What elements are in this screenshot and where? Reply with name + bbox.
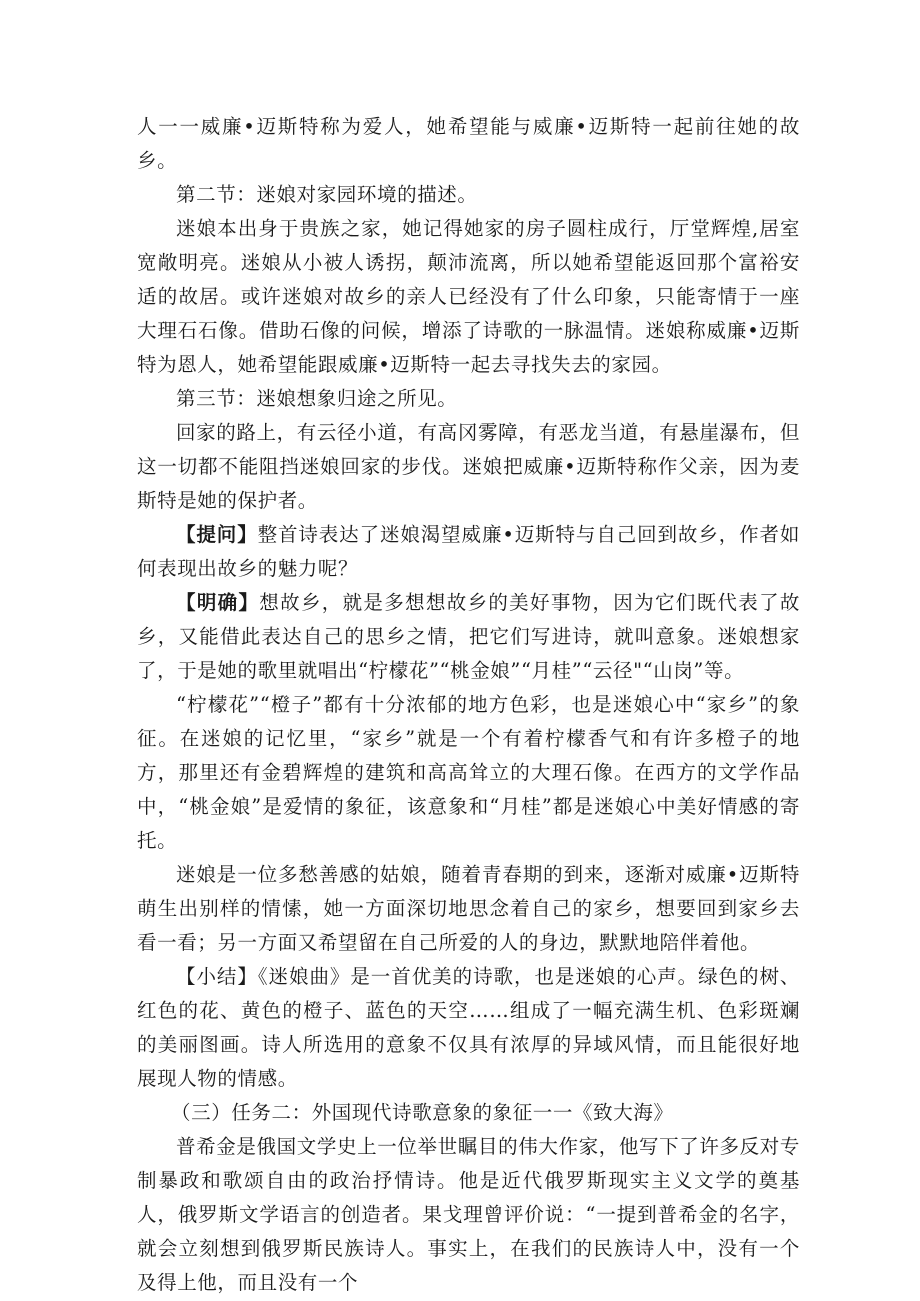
answer-text: 想故乡，就是多想想故乡的美好事物，因为它们既代表了故乡，又能借此表达自己的思乡之情，把它们写进诗，就叫意象。迷娘想家了，于是她的歌里就唱出“柠檬花”“桃金娘”“月桂”“云径"“山岗”等。 [137,591,800,682]
section-heading-2: 第二节：迷娘对家园环境的描述。 [176,183,478,206]
summary-tag: 【小结】 [176,965,258,988]
paragraph-continuation: 人一一威廉•迈斯特称为爱人，她希望能与威廉•迈斯特一起前往她的故乡。 [137,115,800,172]
paragraph-pushkin: 普希金是俄国文学史上一位举世瞩目的伟大作家，他写下了许多反对专制暴政和歌颂自由的政治抒情诗。他是近代俄罗斯现实主义文学的奠基人，俄罗斯文学语言的创造者。果戈理曾评价说：“一提到普希金的名字，就会立刻想到俄罗斯民族诗人。事实上，在我们的民族诗人中，没有一个及得上他，而且没有一个 [137,1135,800,1294]
question-text: 整首诗表达了迷娘渴望威廉•迈斯特与自己回到故乡，作者如何表现出故乡的魅力呢？ [137,523,801,580]
answer-tag: 【明确】 [176,591,260,614]
paragraph-mignon-emotion: 迷娘是一位多愁善感的姑娘，随着青春期的到来，逐渐对威廉•迈斯特萌生出别样的情愫，她一方面深切地思念着自己的家乡，想要回到家乡去看一看；另一方面又希望留在自己所爱的人的身边，默默地陪伴着他。 [137,863,800,954]
paragraph-imagery: “柠檬花”“橙子”都有十分浓郁的地方色彩，也是迷娘心中“家乡”的象征。在迷娘的记忆里，“家乡”就是一个有着柠檬香气和有许多橙子的地方，那里还有金碧辉煌的建筑和高高耸立的大理石像。在西方的文学作品中，“桃金娘”是爱情的象征，该意象和“月桂”都是迷娘心中美好情感的寄托。 [137,693,800,852]
answer-paragraph [137,586,800,688]
task-two-heading: （三）任务二：外国现代诗歌意象的象征一一《致大海》 [171,1101,674,1124]
question-tag: 【提问】 [176,523,258,546]
paragraph-home-description: 迷娘本出身于贵族之家，她记得她家的房子圆柱成行，厅堂辉煌,居室宽敞明亮。迷娘从小被人诱拐，颠沛流离，所以她希望能返回那个富裕安适的故居。或许迷娘对故乡的亲人已经没有了什么印象，只能寄情于一座大理石石像。借助石像的问候，增添了诗歌的一脉温情。迷娘称威廉•迈斯特为恩人，她希望能跟威廉•迈斯特一起去寻找失去的家园。 [137,217,800,376]
question-paragraph [137,518,800,586]
section-heading-3: 第三节：迷娘想象归途之所见。 [176,387,458,410]
summary-text: 《迷娘曲》是一首优美的诗歌，也是迷娘的心声。绿色的树、红色的花、黄色的橙子、蓝色的天空……组成了一幅充满生机、色彩斑斓的美丽图画。诗人所选用的意象不仅具有浓厚的异域风情，而且能很好地展现人物的情感。 [137,965,801,1090]
paragraph-journey: 回家的路上，有云径小道，有高冈雾障，有恶龙当道，有悬崖瀑布，但这一切都不能阻挡迷娘回家的步伐。迷娘把威廉•迈斯特称作父亲，因为麦斯特是她的保护者。 [137,421,800,512]
summary-paragraph [137,960,800,1096]
